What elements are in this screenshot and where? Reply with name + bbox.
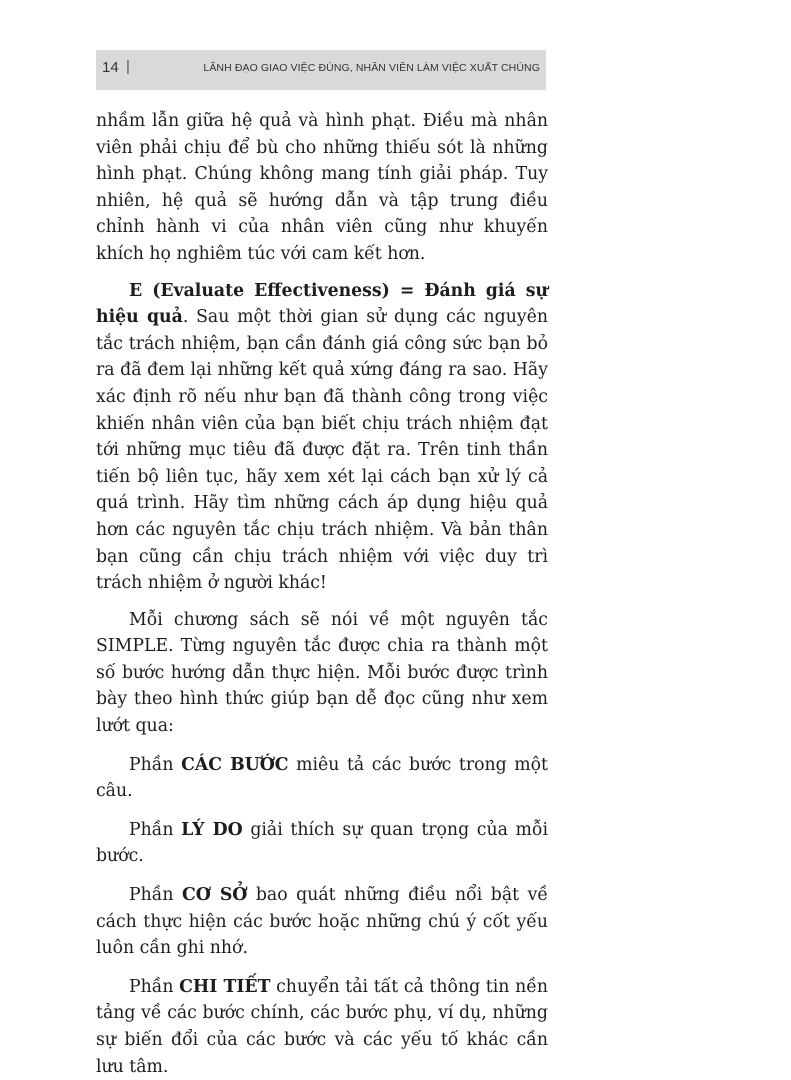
paragraph-reason — [96, 817, 548, 870]
reason-text: giải thích sự quan trọng của mỗi bước. — [96, 819, 548, 867]
evaluate-effectiveness-heading: E (Evaluate Effectiveness) = Đánh giá sự hiệu quả — [96, 280, 548, 328]
paragraph-evaluate-effectiveness — [96, 278, 548, 597]
details-label: CHI TIẾT — [179, 976, 271, 997]
paragraph-chapter-structure: Mỗi chương sách sẽ nói về một nguyên tắc SIMPLE. Từng nguyên tắc được chia ra thành một số bước hướng dẫn thực hiện. Mỗi bước được trình bày theo hình thức giúp bạn dễ đọc cũng như xem lướt qua: — [96, 609, 548, 737]
page-body — [96, 108, 548, 1080]
evaluate-effectiveness-text: . Sau một thời gian sử dụng các nguyên tắc trách nhiệm, bạn cần đánh giá công sức bạn bỏ ra đã đem lại những kết quả xứng đáng ra sao. Hãy xác định rõ nếu như bạn đã thành công trong việc khiến nhân viên của bạn biết chịu trách nhiệm đạt tới những mục tiêu đã được đặt ra. Trên tinh thần tiến bộ liên tục, hãy xem xét lại cách bạn xử lý cả quá trình. Hãy tìm những cách áp dụng hiệu quả hơn các nguyên tắc chịu trách nhiệm. Và bản thân bạn cũng cần chịu trách nhiệm với việc duy trì trách nhiệm ở người khác! — [96, 307, 548, 594]
book-title: LÃNH ĐẠO GIAO VIỆC ĐÚNG, NHÂN VIÊN LÀM VIỆC XUẤT CHÚNG — [203, 62, 540, 74]
page-number: 14 — [102, 59, 119, 76]
basis-text: bao quát những điều nổi bật về cách thực hiện các bước hoặc những chú ý cốt yếu luôn cần ghi nhớ. — [96, 885, 548, 959]
steps-text: miêu tả các bước trong một câu. — [96, 754, 548, 802]
header-separator: | — [126, 58, 130, 75]
basis-label: CƠ SỞ — [181, 885, 248, 906]
paragraph-steps — [96, 752, 548, 805]
running-header — [96, 50, 546, 90]
steps-prefix: Phần — [129, 754, 182, 775]
basis-prefix: Phần — [129, 885, 182, 906]
steps-label: CÁC BƯỚC — [181, 754, 289, 775]
reason-prefix: Phần — [129, 819, 182, 840]
paragraph-details — [96, 974, 548, 1080]
details-text: chuyển tải tất cả thông tin nền tảng về các bước chính, các bước phụ, ví dụ, những sự biến đổi của các bước và các yếu tố khác cần lưu tâm. — [96, 976, 548, 1077]
details-prefix: Phần — [129, 976, 180, 997]
paragraph-basis — [96, 882, 548, 962]
paragraph-consequences: nhầm lẫn giữa hệ quả và hình phạt. Điều mà nhân viên phải chịu để bù cho những thiếu sót là những hình phạt. Chúng không mang tính giải pháp. Tuy nhiên, hệ quả sẽ hướng dẫn và tập trung điều chỉnh hành vi của nhân viên cũng như khuyến khích họ nghiêm túc với cam kết hơn. — [96, 111, 548, 264]
reason-label: LÝ DO — [181, 819, 243, 840]
